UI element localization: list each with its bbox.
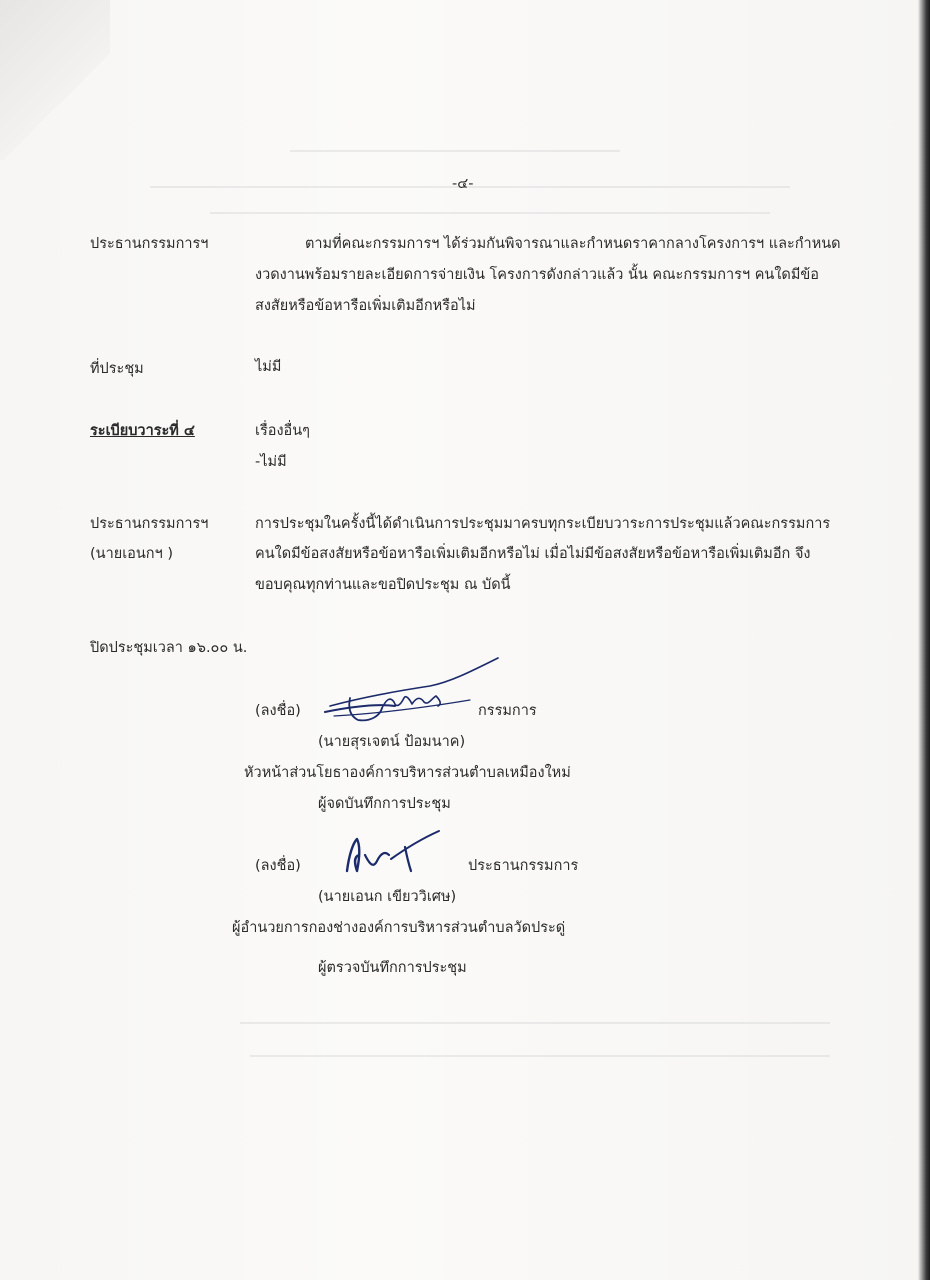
speaker-label: ที่ประชุม (90, 361, 144, 377)
body-line: การประชุมในครั้งนี้ได้ดำเนินการประชุมมาครบทุกระเบียบวาระการประชุมแล้วคณะกรรมการ (255, 516, 831, 532)
page-edge-shadow (918, 0, 930, 1280)
bleed-through-line (240, 1022, 830, 1024)
agenda-heading: ระเบียบวาระที่ ๔ (90, 423, 195, 439)
page-number: -๔- (452, 176, 474, 192)
speaker-name: (นายเอนกฯ ) (90, 546, 173, 562)
sign-prefix: (ลงชื่อ) (255, 858, 301, 874)
signer-position: ผู้อำนวยการกองช่างองค์การบริหารส่วนตำบลวัดประดู่ (232, 920, 566, 936)
bleed-through-line (290, 150, 620, 152)
bleed-through-line (250, 1055, 830, 1057)
signer-position: หัวหน้าส่วนโยธาองค์การบริหารส่วนตำบลเหมืองใหม่ (244, 765, 571, 781)
body-line: ขอบคุณทุกท่านและขอปิดประชุม ณ บัดนี้ (255, 577, 511, 593)
agenda-detail: -ไม่มี (255, 454, 287, 470)
speaker-label: ประธานกรรมการฯ (90, 516, 209, 532)
sign-role: ประธานกรรมการ (468, 858, 579, 874)
folded-corner (0, 0, 110, 160)
closing-time: ปิดประชุมเวลา ๑๖.๐๐ น. (90, 640, 248, 656)
body-line: ตามที่คณะกรรมการฯ ได้ร่วมกันพิจารณาและกำหนดราคากลางโครงการฯ และกำหนด (305, 236, 841, 252)
speaker-label: ประธานกรรมการฯ (90, 236, 209, 252)
body-line: ไม่มี (255, 359, 282, 375)
signature-anek (335, 825, 445, 885)
body-line: งวดงานพร้อมรายละเอียดการจ่ายเงิน โครงการดังกล่าวแล้ว นั้น คณะกรรมการฯ คนใดมีข้อ (255, 267, 819, 283)
signer-name: (นายเอนก เขียววิเศษ) (318, 889, 457, 905)
bleed-through-line (210, 212, 770, 214)
signer-name: (นายสุรเจตน์ ป้อมนาค) (318, 734, 466, 750)
sign-prefix: (ลงชื่อ) (255, 703, 301, 719)
sign-role: กรรมการ (478, 703, 537, 719)
signer-duty: ผู้ตรวจบันทึกการประชุม (318, 960, 467, 976)
signer-duty: ผู้จดบันทึกการประชุม (318, 796, 451, 812)
body-line: คนใดมีข้อสงสัยหรือข้อหารือเพิ่มเติมอีกหรือไม่ เมื่อไม่มีข้อสงสัยหรือข้อหารือเพิ่มเติมอีก จึง (255, 546, 811, 562)
body-line: สงสัยหรือข้อหารือเพิ่มเติมอีกหรือไม่ (255, 298, 476, 314)
agenda-title: เรื่องอื่นๆ (255, 423, 310, 439)
